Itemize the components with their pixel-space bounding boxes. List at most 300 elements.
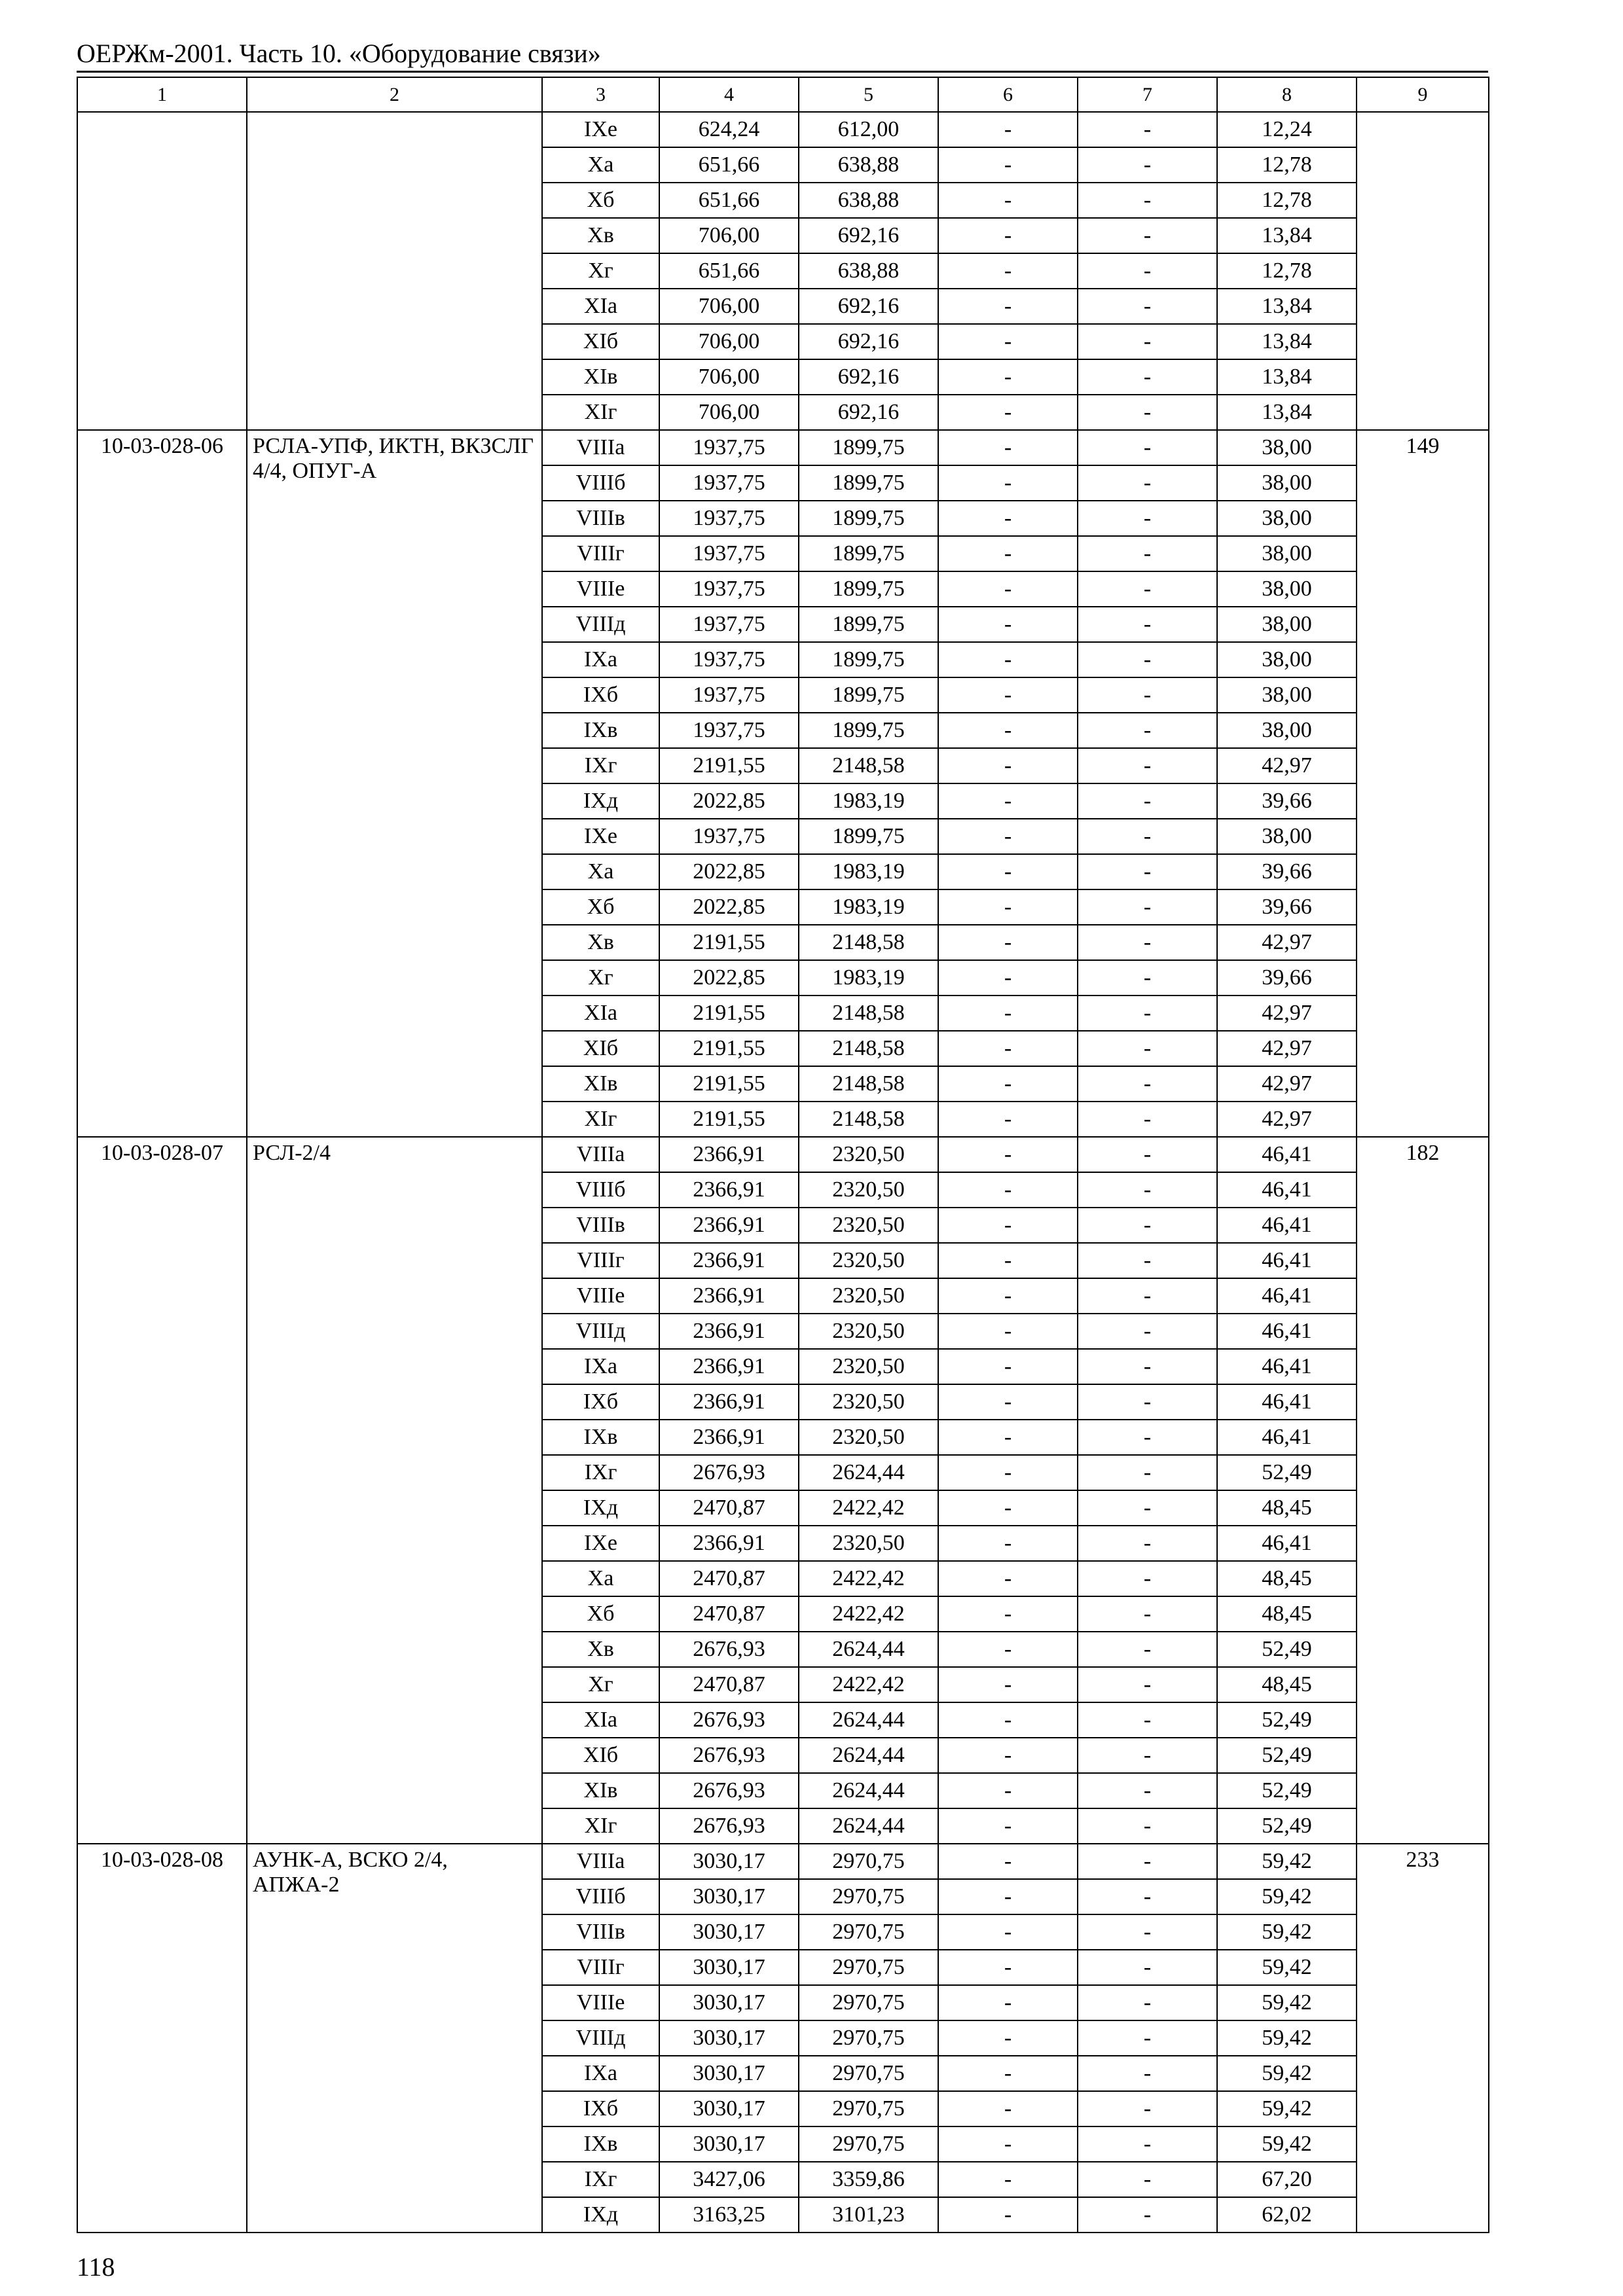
col5-cell: 2970,75 xyxy=(799,2056,938,2091)
col8-cell: 48,45 xyxy=(1217,1561,1357,1596)
zone-cell: VIIIа xyxy=(542,1844,659,1879)
col5-cell: 2148,58 xyxy=(799,1102,938,1137)
col4-cell: 706,00 xyxy=(659,324,799,359)
col8-cell: 59,42 xyxy=(1217,2091,1357,2126)
col5-cell: 692,16 xyxy=(799,289,938,324)
col6-cell: - xyxy=(938,1066,1078,1102)
col5-cell: 638,88 xyxy=(799,147,938,183)
col8-cell: 38,00 xyxy=(1217,430,1357,465)
col5-cell: 692,16 xyxy=(799,218,938,253)
zone-cell: XIа xyxy=(542,1702,659,1738)
col6-cell: - xyxy=(938,501,1078,536)
col4-cell: 3030,17 xyxy=(659,2020,799,2056)
zone-cell: XIв xyxy=(542,1773,659,1808)
col8-cell: 38,00 xyxy=(1217,819,1357,854)
col9-cell: 149 xyxy=(1357,430,1489,1137)
col8-cell: 38,00 xyxy=(1217,713,1357,748)
col8-cell: 38,00 xyxy=(1217,501,1357,536)
zone-cell: XIб xyxy=(542,1738,659,1773)
col6-cell: - xyxy=(938,1667,1078,1702)
col6-cell: - xyxy=(938,2126,1078,2162)
zone-cell: XIг xyxy=(542,1102,659,1137)
zone-cell: Xг xyxy=(542,960,659,996)
col4-cell: 1937,75 xyxy=(659,642,799,677)
col7-cell: - xyxy=(1078,218,1217,253)
col8-cell: 52,49 xyxy=(1217,1738,1357,1773)
col7-cell: - xyxy=(1078,536,1217,571)
col5-cell: 638,88 xyxy=(799,183,938,218)
col8-cell: 42,97 xyxy=(1217,748,1357,783)
col4-cell: 2191,55 xyxy=(659,748,799,783)
col8-cell: 42,97 xyxy=(1217,1031,1357,1066)
col4-cell: 2366,91 xyxy=(659,1314,799,1349)
col7-cell: - xyxy=(1078,642,1217,677)
col7-cell: - xyxy=(1078,1667,1217,1702)
col8-cell: 52,49 xyxy=(1217,1632,1357,1667)
col8-cell: 52,49 xyxy=(1217,1773,1357,1808)
col4-cell: 2470,87 xyxy=(659,1667,799,1702)
col6-cell: - xyxy=(938,1314,1078,1349)
col7-cell: - xyxy=(1078,501,1217,536)
col8-cell: 59,42 xyxy=(1217,2020,1357,2056)
zone-cell: IXг xyxy=(542,2162,659,2197)
col5-cell: 1983,19 xyxy=(799,783,938,819)
col6-cell: - xyxy=(938,395,1078,430)
zone-cell: VIIIб xyxy=(542,465,659,501)
col7-cell: - xyxy=(1078,147,1217,183)
col6-cell: - xyxy=(938,1243,1078,1278)
col7-cell: - xyxy=(1078,925,1217,960)
col8-cell: 39,66 xyxy=(1217,783,1357,819)
col4-cell: 3030,17 xyxy=(659,1914,799,1950)
col4-cell: 706,00 xyxy=(659,218,799,253)
col8-cell: 46,41 xyxy=(1217,1172,1357,1208)
col5-cell: 2624,44 xyxy=(799,1632,938,1667)
col4-cell: 3030,17 xyxy=(659,1950,799,1985)
zone-cell: IXв xyxy=(542,1420,659,1455)
col6-cell: - xyxy=(938,571,1078,607)
col8-cell: 13,84 xyxy=(1217,289,1357,324)
col4-cell: 2022,85 xyxy=(659,854,799,889)
col4-cell: 651,66 xyxy=(659,147,799,183)
equipment-name-cell: АУНК-А, ВСКО 2/4, АПЖА-2 xyxy=(247,1844,542,2233)
col4-cell: 1937,75 xyxy=(659,571,799,607)
col6-cell: - xyxy=(938,112,1078,147)
header-rule xyxy=(77,71,1488,73)
col4-cell: 2366,91 xyxy=(659,1384,799,1420)
col5-cell: 2624,44 xyxy=(799,1455,938,1490)
col5-cell: 1899,75 xyxy=(799,607,938,642)
col8-cell: 13,84 xyxy=(1217,395,1357,430)
col6-cell: - xyxy=(938,2020,1078,2056)
col4-cell: 3030,17 xyxy=(659,2091,799,2126)
col4-cell: 2191,55 xyxy=(659,1031,799,1066)
col4-cell: 2366,91 xyxy=(659,1420,799,1455)
col4-cell: 2191,55 xyxy=(659,996,799,1031)
col9-cell: 233 xyxy=(1357,1844,1489,2233)
col4-cell: 2366,91 xyxy=(659,1278,799,1314)
zone-cell: IXб xyxy=(542,2091,659,2126)
zone-cell: XIа xyxy=(542,996,659,1031)
col5-cell: 2320,50 xyxy=(799,1420,938,1455)
col8-cell: 59,42 xyxy=(1217,1844,1357,1879)
zone-cell: VIIIе xyxy=(542,571,659,607)
col6-cell: - xyxy=(938,1031,1078,1066)
col8-cell: 39,66 xyxy=(1217,889,1357,925)
col5-cell: 2148,58 xyxy=(799,748,938,783)
col7-cell: - xyxy=(1078,1172,1217,1208)
col6-cell: - xyxy=(938,147,1078,183)
col8-cell: 59,42 xyxy=(1217,1950,1357,1985)
zone-cell: IXб xyxy=(542,677,659,713)
zone-cell: VIIIе xyxy=(542,1985,659,2020)
zone-cell: VIIIб xyxy=(542,1172,659,1208)
col5-cell: 612,00 xyxy=(799,112,938,147)
col6-cell: - xyxy=(938,889,1078,925)
col5-cell: 2970,75 xyxy=(799,1914,938,1950)
col4-cell: 3030,17 xyxy=(659,2056,799,2091)
col7-cell: - xyxy=(1078,1137,1217,1172)
col7-cell: - xyxy=(1078,1950,1217,1985)
zone-cell: IXа xyxy=(542,642,659,677)
column-header: 7 xyxy=(1078,77,1217,112)
col8-cell: 39,66 xyxy=(1217,854,1357,889)
col8-cell: 39,66 xyxy=(1217,960,1357,996)
col6-cell: - xyxy=(938,1844,1078,1879)
zone-cell: Xб xyxy=(542,183,659,218)
col6-cell: - xyxy=(938,289,1078,324)
col4-cell: 2676,93 xyxy=(659,1702,799,1738)
col9-cell: 182 xyxy=(1357,1137,1489,1844)
col7-cell: - xyxy=(1078,1773,1217,1808)
col6-cell: - xyxy=(938,1455,1078,1490)
col7-cell: - xyxy=(1078,1031,1217,1066)
zone-cell: XIг xyxy=(542,395,659,430)
zone-cell: VIIIд xyxy=(542,2020,659,2056)
col4-cell: 2470,87 xyxy=(659,1596,799,1632)
col6-cell: - xyxy=(938,536,1078,571)
col7-cell: - xyxy=(1078,677,1217,713)
column-number-row xyxy=(77,77,1489,112)
col6-cell: - xyxy=(938,819,1078,854)
col5-cell: 692,16 xyxy=(799,395,938,430)
column-header: 4 xyxy=(659,77,799,112)
zone-cell: IXе xyxy=(542,1526,659,1561)
col7-cell: - xyxy=(1078,2091,1217,2126)
zone-cell: VIIIд xyxy=(542,607,659,642)
table-row xyxy=(77,430,1489,465)
col5-cell: 2624,44 xyxy=(799,1808,938,1844)
col4-cell: 3030,17 xyxy=(659,1844,799,1879)
col5-cell: 1899,75 xyxy=(799,536,938,571)
col5-cell: 2970,75 xyxy=(799,1950,938,1985)
col7-cell: - xyxy=(1078,1455,1217,1490)
col5-cell: 638,88 xyxy=(799,253,938,289)
col4-cell: 706,00 xyxy=(659,359,799,395)
col6-cell: - xyxy=(938,2056,1078,2091)
col4-cell: 3030,17 xyxy=(659,1879,799,1914)
col8-cell: 46,41 xyxy=(1217,1278,1357,1314)
col6-cell: - xyxy=(938,430,1078,465)
col5-cell: 2320,50 xyxy=(799,1384,938,1420)
col4-cell: 1937,75 xyxy=(659,430,799,465)
col7-cell: - xyxy=(1078,1314,1217,1349)
col7-cell: - xyxy=(1078,1844,1217,1879)
zone-cell: VIIIг xyxy=(542,1243,659,1278)
col7-cell: - xyxy=(1078,2162,1217,2197)
col8-cell: 38,00 xyxy=(1217,465,1357,501)
col8-cell: 13,84 xyxy=(1217,324,1357,359)
col6-cell: - xyxy=(938,1526,1078,1561)
col5-cell: 2970,75 xyxy=(799,2020,938,2056)
col4-cell: 2366,91 xyxy=(659,1208,799,1243)
col7-cell: - xyxy=(1078,1490,1217,1526)
col6-cell: - xyxy=(938,607,1078,642)
col5-cell: 2624,44 xyxy=(799,1773,938,1808)
column-header: 5 xyxy=(799,77,938,112)
zone-cell: IXг xyxy=(542,1455,659,1490)
col5-cell: 2320,50 xyxy=(799,1172,938,1208)
col4-cell: 2191,55 xyxy=(659,925,799,960)
rate-code-cell: 10-03-028-08 xyxy=(77,1844,247,2233)
col5-cell: 1899,75 xyxy=(799,677,938,713)
col8-cell: 59,42 xyxy=(1217,1879,1357,1914)
col6-cell: - xyxy=(938,1102,1078,1137)
zone-cell: Xб xyxy=(542,1596,659,1632)
col5-cell: 2624,44 xyxy=(799,1738,938,1773)
col7-cell: - xyxy=(1078,183,1217,218)
col4-cell: 1937,75 xyxy=(659,677,799,713)
col7-cell: - xyxy=(1078,1596,1217,1632)
equipment-name-cell: РСЛ-2/4 xyxy=(247,1137,542,1844)
col6-cell: - xyxy=(938,748,1078,783)
zone-cell: IXд xyxy=(542,1490,659,1526)
col4-cell: 3427,06 xyxy=(659,2162,799,2197)
col5-cell: 1899,75 xyxy=(799,430,938,465)
zone-cell: IXв xyxy=(542,2126,659,2162)
col5-cell: 2320,50 xyxy=(799,1526,938,1561)
zone-cell: IXд xyxy=(542,783,659,819)
col5-cell: 1983,19 xyxy=(799,960,938,996)
col6-cell: - xyxy=(938,1914,1078,1950)
col7-cell: - xyxy=(1078,854,1217,889)
col5-cell: 2148,58 xyxy=(799,996,938,1031)
zone-cell: IXа xyxy=(542,2056,659,2091)
col8-cell: 52,49 xyxy=(1217,1455,1357,1490)
zone-cell: Xа xyxy=(542,147,659,183)
col8-cell: 46,41 xyxy=(1217,1243,1357,1278)
col7-cell: - xyxy=(1078,1278,1217,1314)
col7-cell: - xyxy=(1078,1702,1217,1738)
col8-cell: 12,24 xyxy=(1217,112,1357,147)
col7-cell: - xyxy=(1078,2197,1217,2233)
col5-cell: 2970,75 xyxy=(799,1985,938,2020)
zone-cell: Xб xyxy=(542,889,659,925)
col7-cell: - xyxy=(1078,713,1217,748)
col7-cell: - xyxy=(1078,960,1217,996)
col8-cell: 38,00 xyxy=(1217,677,1357,713)
zone-cell: IXе xyxy=(542,112,659,147)
col6-cell: - xyxy=(938,253,1078,289)
col6-cell: - xyxy=(938,713,1078,748)
col7-cell: - xyxy=(1078,1738,1217,1773)
col5-cell: 2320,50 xyxy=(799,1243,938,1278)
col7-cell: - xyxy=(1078,996,1217,1031)
col6-cell: - xyxy=(938,1384,1078,1420)
col7-cell: - xyxy=(1078,1914,1217,1950)
col5-cell: 2422,42 xyxy=(799,1667,938,1702)
col8-cell: 59,42 xyxy=(1217,2126,1357,2162)
col5-cell: 1899,75 xyxy=(799,571,938,607)
column-header: 3 xyxy=(542,77,659,112)
col5-cell: 2970,75 xyxy=(799,1844,938,1879)
zone-cell: IXб xyxy=(542,1384,659,1420)
col4-cell: 2470,87 xyxy=(659,1561,799,1596)
col5-cell: 2320,50 xyxy=(799,1208,938,1243)
col7-cell: - xyxy=(1078,1879,1217,1914)
equipment-name-cell xyxy=(247,112,542,430)
table-row xyxy=(77,1137,1489,1172)
col6-cell: - xyxy=(938,1738,1078,1773)
col5-cell: 1899,75 xyxy=(799,819,938,854)
column-header: 1 xyxy=(77,77,247,112)
page-number: 118 xyxy=(77,2252,115,2282)
col7-cell: - xyxy=(1078,783,1217,819)
col4-cell: 2676,93 xyxy=(659,1632,799,1667)
zone-cell: Xг xyxy=(542,253,659,289)
zone-cell: Xа xyxy=(542,854,659,889)
document-header: ОЕРЖм-2001. Часть 10. «Оборудование связи» xyxy=(77,39,601,68)
col5-cell: 3359,86 xyxy=(799,2162,938,2197)
col6-cell: - xyxy=(938,1349,1078,1384)
col6-cell: - xyxy=(938,854,1078,889)
col5-cell: 2422,42 xyxy=(799,1561,938,1596)
col4-cell: 651,66 xyxy=(659,183,799,218)
col6-cell: - xyxy=(938,1879,1078,1914)
col5-cell: 1983,19 xyxy=(799,889,938,925)
zone-cell: VIIIа xyxy=(542,1137,659,1172)
zone-cell: IXд xyxy=(542,2197,659,2233)
col7-cell: - xyxy=(1078,1243,1217,1278)
zone-cell: VIIIв xyxy=(542,1208,659,1243)
col4-cell: 2676,93 xyxy=(659,1455,799,1490)
zone-cell: XIв xyxy=(542,359,659,395)
col8-cell: 38,00 xyxy=(1217,536,1357,571)
col5-cell: 2320,50 xyxy=(799,1137,938,1172)
table-body xyxy=(77,112,1489,2233)
zone-cell: VIIIг xyxy=(542,536,659,571)
rate-code-cell: 10-03-028-07 xyxy=(77,1137,247,1844)
equipment-name-cell: РСЛА-УПФ, ИКТН, ВКЗСЛГ 4/4, ОПУГ-А xyxy=(247,430,542,1137)
col4-cell: 2366,91 xyxy=(659,1349,799,1384)
rates-table xyxy=(77,77,1489,2233)
col7-cell: - xyxy=(1078,1808,1217,1844)
col8-cell: 52,49 xyxy=(1217,1702,1357,1738)
col8-cell: 52,49 xyxy=(1217,1808,1357,1844)
col6-cell: - xyxy=(938,465,1078,501)
col8-cell: 13,84 xyxy=(1217,218,1357,253)
col8-cell: 48,45 xyxy=(1217,1667,1357,1702)
col5-cell: 2148,58 xyxy=(799,1066,938,1102)
col6-cell: - xyxy=(938,996,1078,1031)
col4-cell: 2191,55 xyxy=(659,1066,799,1102)
col8-cell: 13,84 xyxy=(1217,359,1357,395)
col5-cell: 692,16 xyxy=(799,324,938,359)
table-row xyxy=(77,1844,1489,1879)
col5-cell: 2624,44 xyxy=(799,1702,938,1738)
col6-cell: - xyxy=(938,925,1078,960)
col6-cell: - xyxy=(938,2162,1078,2197)
col5-cell: 2970,75 xyxy=(799,2091,938,2126)
col4-cell: 2366,91 xyxy=(659,1526,799,1561)
col7-cell: - xyxy=(1078,112,1217,147)
col7-cell: - xyxy=(1078,1420,1217,1455)
col7-cell: - xyxy=(1078,1526,1217,1561)
col6-cell: - xyxy=(938,1490,1078,1526)
zone-cell: Xа xyxy=(542,1561,659,1596)
col8-cell: 46,41 xyxy=(1217,1349,1357,1384)
zone-cell: XIа xyxy=(542,289,659,324)
col4-cell: 706,00 xyxy=(659,395,799,430)
zone-cell: XIв xyxy=(542,1066,659,1102)
col6-cell: - xyxy=(938,1808,1078,1844)
zone-cell: Xв xyxy=(542,1632,659,1667)
zone-cell: IXе xyxy=(542,819,659,854)
col6-cell: - xyxy=(938,1985,1078,2020)
col5-cell: 2422,42 xyxy=(799,1596,938,1632)
zone-cell: Xв xyxy=(542,925,659,960)
col7-cell: - xyxy=(1078,1384,1217,1420)
col6-cell: - xyxy=(938,642,1078,677)
col8-cell: 62,02 xyxy=(1217,2197,1357,2233)
col4-cell: 706,00 xyxy=(659,289,799,324)
col4-cell: 3030,17 xyxy=(659,2126,799,2162)
zone-cell: XIб xyxy=(542,1031,659,1066)
col7-cell: - xyxy=(1078,889,1217,925)
col4-cell: 2022,85 xyxy=(659,889,799,925)
col8-cell: 46,41 xyxy=(1217,1314,1357,1349)
col9-cell xyxy=(1357,112,1489,430)
col5-cell: 2148,58 xyxy=(799,925,938,960)
col8-cell: 42,97 xyxy=(1217,1066,1357,1102)
col5-cell: 2422,42 xyxy=(799,1490,938,1526)
col4-cell: 651,66 xyxy=(659,253,799,289)
col4-cell: 1937,75 xyxy=(659,607,799,642)
col4-cell: 1937,75 xyxy=(659,501,799,536)
col8-cell: 59,42 xyxy=(1217,2056,1357,2091)
zone-cell: Xв xyxy=(542,218,659,253)
zone-cell: VIIIв xyxy=(542,501,659,536)
zone-cell: Xг xyxy=(542,1667,659,1702)
col4-cell: 2676,93 xyxy=(659,1773,799,1808)
col5-cell: 2970,75 xyxy=(799,1879,938,1914)
col8-cell: 67,20 xyxy=(1217,2162,1357,2197)
zone-cell: VIIIв xyxy=(542,1914,659,1950)
col6-cell: - xyxy=(938,677,1078,713)
col4-cell: 2191,55 xyxy=(659,1102,799,1137)
col5-cell: 2320,50 xyxy=(799,1278,938,1314)
col7-cell: - xyxy=(1078,2126,1217,2162)
col8-cell: 48,45 xyxy=(1217,1490,1357,1526)
col7-cell: - xyxy=(1078,1985,1217,2020)
col6-cell: - xyxy=(938,1632,1078,1667)
col4-cell: 624,24 xyxy=(659,112,799,147)
col4-cell: 2470,87 xyxy=(659,1490,799,1526)
col7-cell: - xyxy=(1078,359,1217,395)
zone-cell: XIб xyxy=(542,324,659,359)
col4-cell: 2022,85 xyxy=(659,960,799,996)
col8-cell: 12,78 xyxy=(1217,147,1357,183)
